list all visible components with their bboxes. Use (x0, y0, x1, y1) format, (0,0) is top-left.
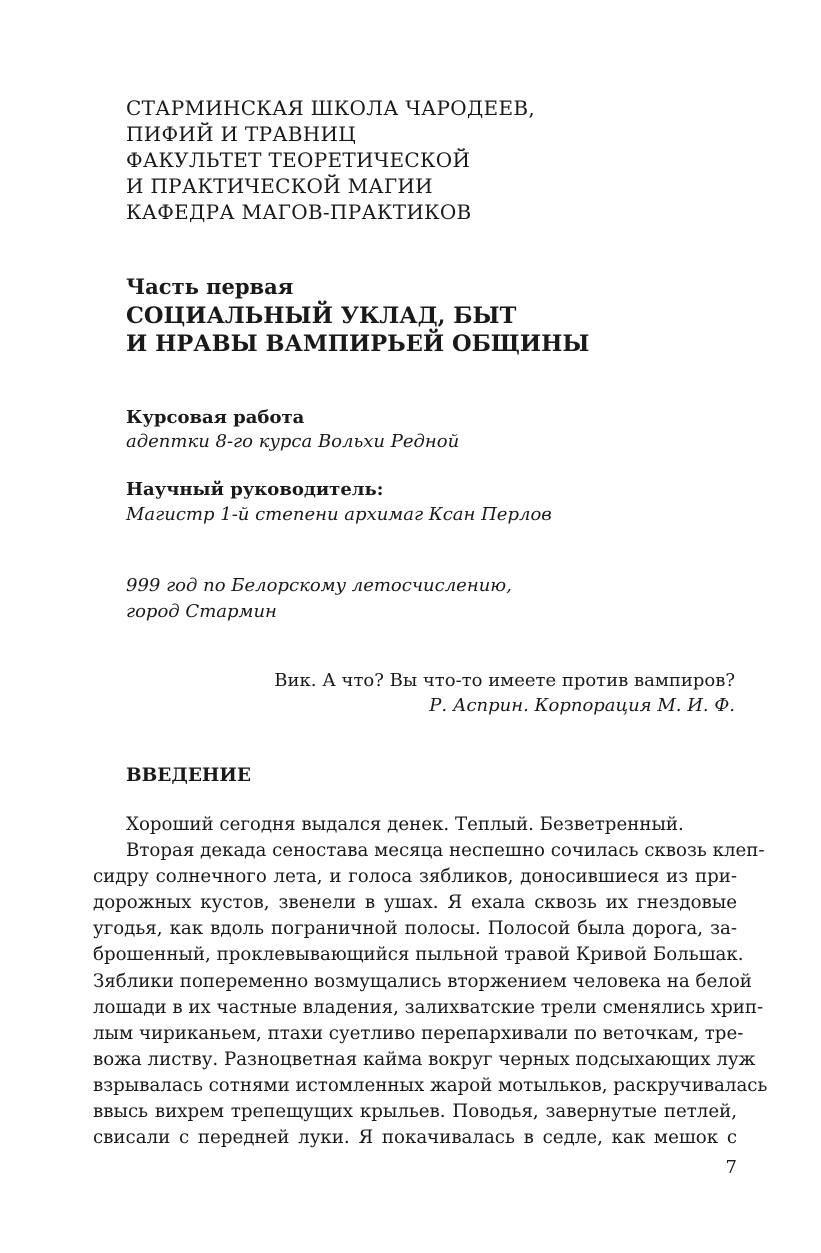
part-title-line: И НРАВЫ ВАМПИРЬЕЙ ОБЩИНЫ (126, 331, 590, 357)
institution-header (126, 95, 535, 225)
body-line: Зяблики попеременно возмущались вторжением человека на белой (93, 970, 752, 992)
supervisor-label: Научный руководитель: (126, 479, 384, 500)
body-line: ввысь вихрем трепещущих крыльев. Поводья, завернутые петлей, (93, 1101, 737, 1123)
epigraph (274, 668, 735, 718)
body-line: сидру солнечного лета, и голоса зябликов, доносившиеся из при- (93, 866, 737, 888)
institution-line: И ПРАКТИЧЕСКОЙ МАГИИ (126, 174, 433, 198)
date-line: 999 год по Белорскому летосчислению, (126, 575, 512, 596)
part-label: Часть первая (126, 274, 294, 299)
institution-line: СТАРМИНСКАЯ ШКОЛА ЧАРОДЕЕВ, (126, 96, 536, 120)
body-line: вожа листву. Разноцветная кайма вокруг черных подсыхающих луж (93, 1048, 756, 1070)
body-line: угодья, как вдоль пограничной полосы. Полосой была дорога, за- (93, 918, 737, 940)
epigraph-source: Р. Асприн. Корпорация М. И. Ф. (429, 695, 735, 716)
institution-line: ФАКУЛЬТЕТ ТЕОРЕТИЧЕСКОЙ (126, 148, 471, 172)
institution-line: КАФЕДРА МАГОВ-ПРАКТИКОВ (126, 200, 472, 224)
body-line: лым чириканьем, птахи суетливо перепархивали по веточкам, тре- (93, 1022, 744, 1044)
body-line: брошенный, проклевывающийся пыльной травой Кривой Большак. (93, 944, 744, 966)
coursework-label: Курсовая работа (126, 407, 305, 428)
place-line: город Стармин (126, 601, 277, 622)
coursework-author: адептки 8-го курса Вольхи Редной (126, 431, 460, 452)
epigraph-quote: Вик. А что? Вы что-то имеете против вампиров? (274, 670, 735, 691)
section-title: ВВЕДЕНИЕ (126, 765, 251, 786)
page-number: 7 (725, 1157, 737, 1178)
part-title-line: СОЦИАЛЬНЫЙ УКЛАД, БЫТ (126, 303, 517, 329)
body-line: Вторая декада сеностава месяца неспешно сочилась сквозь клеп- (126, 840, 765, 862)
body-line: свисали с передней луки. Я покачивалась в седле, как мешок с (93, 1127, 737, 1149)
part-title (126, 302, 589, 358)
body-line: взрывалась сотнями истомленных жарой мотыльков, раскручивалась (93, 1074, 768, 1096)
supervisor-name: Магистр 1-й степени архимаг Ксан Перлов (126, 504, 552, 525)
date-place (126, 573, 512, 625)
body-line: лошади в их частные владения, залихватские трели сменялись хрип- (93, 996, 764, 1018)
body-text (93, 812, 768, 1151)
body-line: Хороший сегодня выдался денек. Теплый. Безветренный. (126, 814, 684, 835)
institution-line: ПИФИЙ И ТРАВНИЦ (126, 122, 356, 146)
body-line: дорожных кустов, звенели в ушах. Я ехала сквозь их гнездовые (93, 892, 737, 914)
